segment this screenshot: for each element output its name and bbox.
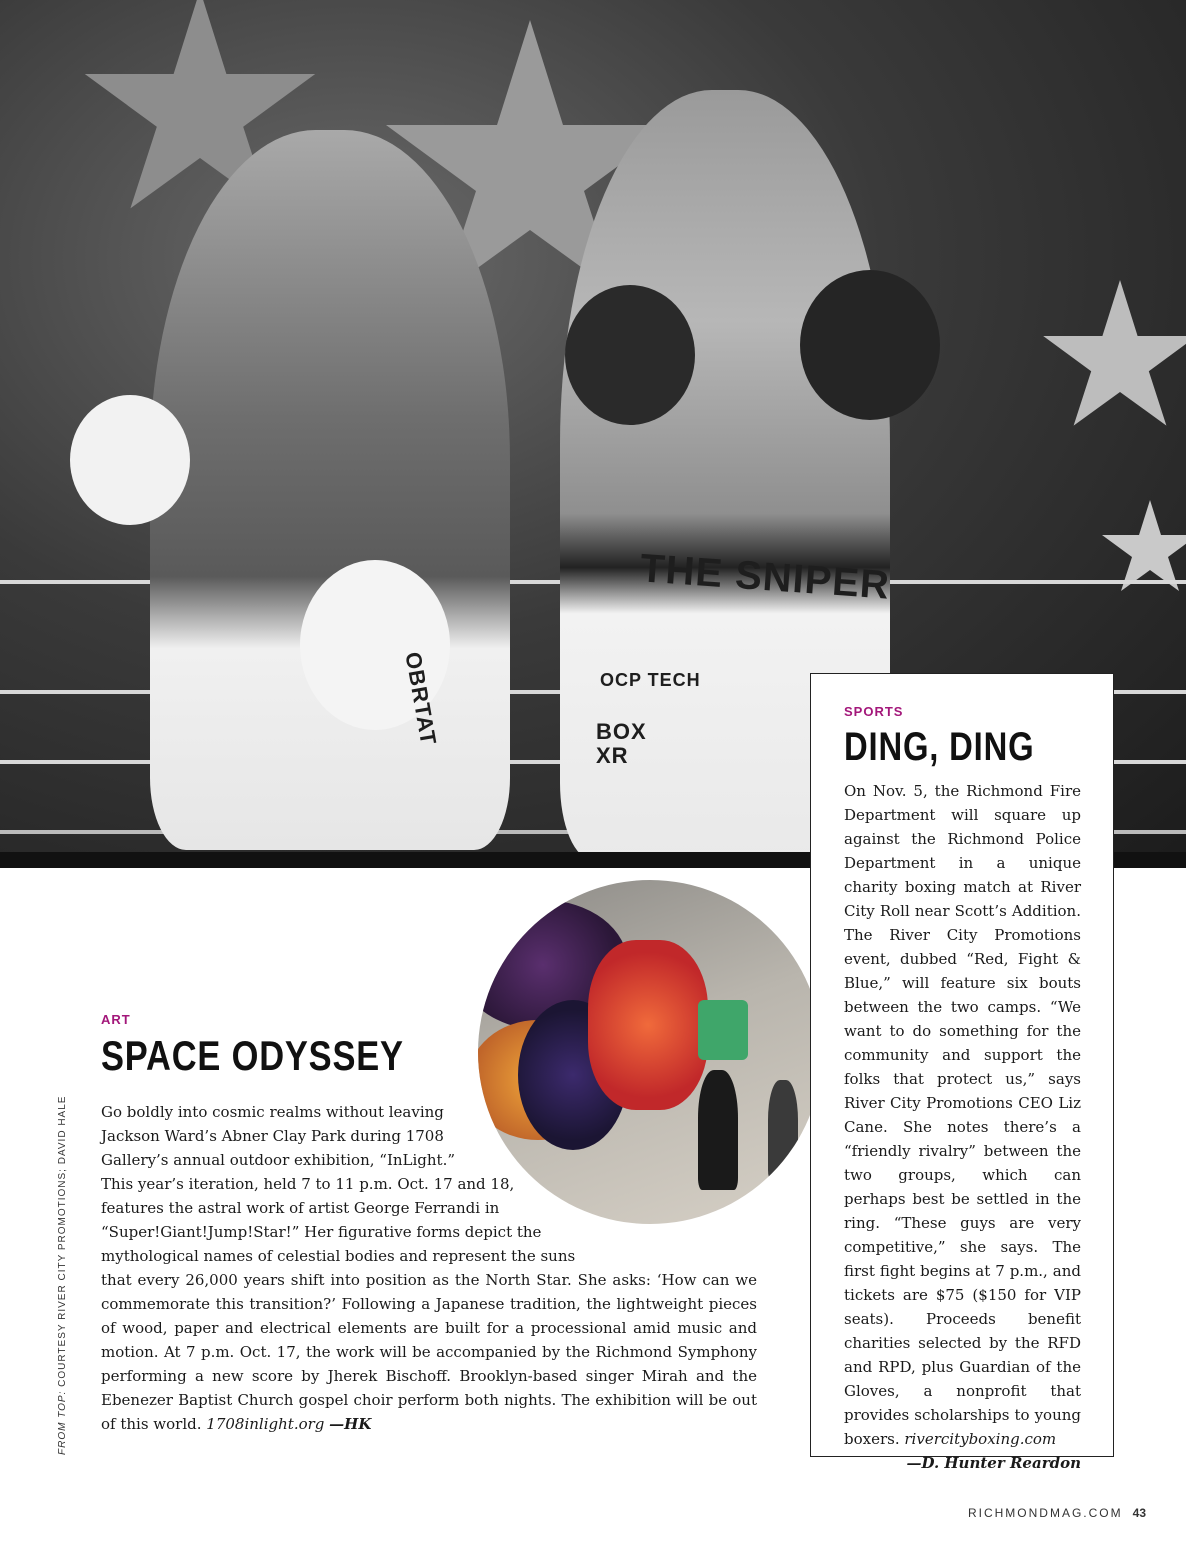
art-signature: —HK xyxy=(329,1415,372,1433)
art-line: mythological names of celestial bodies and represent the suns xyxy=(101,1247,576,1265)
fighter-left xyxy=(150,130,510,850)
shorts-lettering: THE SNIPER xyxy=(638,546,892,608)
art-line: This year’s iteration, held 7 to 11 p.m. Oct. 17 and 18, xyxy=(101,1175,515,1193)
sports-headline: DING, DING xyxy=(844,725,1035,769)
art-article-body xyxy=(101,1100,757,1436)
page-footer xyxy=(968,1506,1146,1520)
sports-body-text: On Nov. 5, the Richmond Fire Department will square up against the Richmond Police Department in a unique charity boxing match at River City Roll near Scott’s Addition. The River City Promotions event, dubbed “Red, Fight & Blue,” will feature six bouts between the two camps. “We want to do something for the community and support the folks that protect us,” says River City Promotions CEO Liz Cane. She notes there’s a “friendly rivalry” between the two groups, which can perhaps best be settled in the ring. “These guys are very competitive,” she says. The first fight begins at 7 p.m., and tickets are $75 ($150 for VIP seats). Proceeds benefit charities selected by the RFD and RPD, plus Guardian of the Gloves, a nonprofit that provides scholarships to young boxers. xyxy=(844,782,1081,1448)
sports-url-link[interactable]: rivercityboxing.com xyxy=(904,1430,1057,1448)
dark-glove xyxy=(565,285,695,425)
shorts-lettering-left: OBRTAT xyxy=(400,650,442,748)
art-kicker: ART xyxy=(101,1012,131,1027)
star-shape xyxy=(1100,500,1186,600)
page-number: 43 xyxy=(1132,1506,1146,1520)
footer-site[interactable]: RICHMONDMAG.COM xyxy=(967,1506,1123,1520)
art-url-link[interactable]: 1708inlight.org xyxy=(206,1415,325,1433)
photo-credit-lead: FROM TOP: xyxy=(57,1390,68,1455)
art-body-text: that every 26,000 years shift into position as the North Star. She asks: ‘How can we commemorate this transition?’ Following a Japanese tradition, the lightweight pieces of wood, paper and electrical elements are built for a processional amid music and motion. At 7 p.m. Oct. 17, the work will be accompanied by the Richmond Symphony performing a new score by Jherek Bischoff. Brooklyn-based singer Mirah and the Ebenezer Baptist Church gospel choir perform both nights. The exhibition will be out of this world. xyxy=(101,1271,757,1433)
dark-glove xyxy=(800,270,940,420)
sports-kicker: SPORTS xyxy=(844,704,904,719)
lantern-shape xyxy=(588,940,708,1110)
art-line: Gallery’s annual outdoor exhibition, “InLight.” xyxy=(101,1151,456,1169)
sports-byline: —D. Hunter Reardon xyxy=(906,1454,1081,1472)
sponsor-logo: OCP TECH xyxy=(600,670,701,690)
photo-credit-text: COURTESY RIVER CITY PROMOTIONS; DAVID HALE xyxy=(57,1095,68,1387)
art-line: Go boldly into cosmic realms without leaving xyxy=(101,1103,444,1121)
art-line: Jackson Ward’s Abner Clay Park during 1708 xyxy=(101,1127,444,1145)
art-line: “Super!Giant!Jump!Star!” Her figurative forms depict the xyxy=(101,1223,542,1241)
visitor-figure xyxy=(768,1080,798,1180)
art-headline: SPACE ODYSSEY xyxy=(101,1032,404,1079)
lantern-shape xyxy=(698,1000,748,1060)
sponsor-logo: BOX XR xyxy=(596,719,647,768)
sports-article-body xyxy=(844,779,1081,1451)
art-line: features the astral work of artist George Ferrandi in xyxy=(101,1199,500,1217)
sports-sidebar xyxy=(810,673,1114,1472)
photo-credit xyxy=(57,1096,68,1455)
star-shape xyxy=(1040,280,1186,440)
white-glove xyxy=(70,395,190,525)
